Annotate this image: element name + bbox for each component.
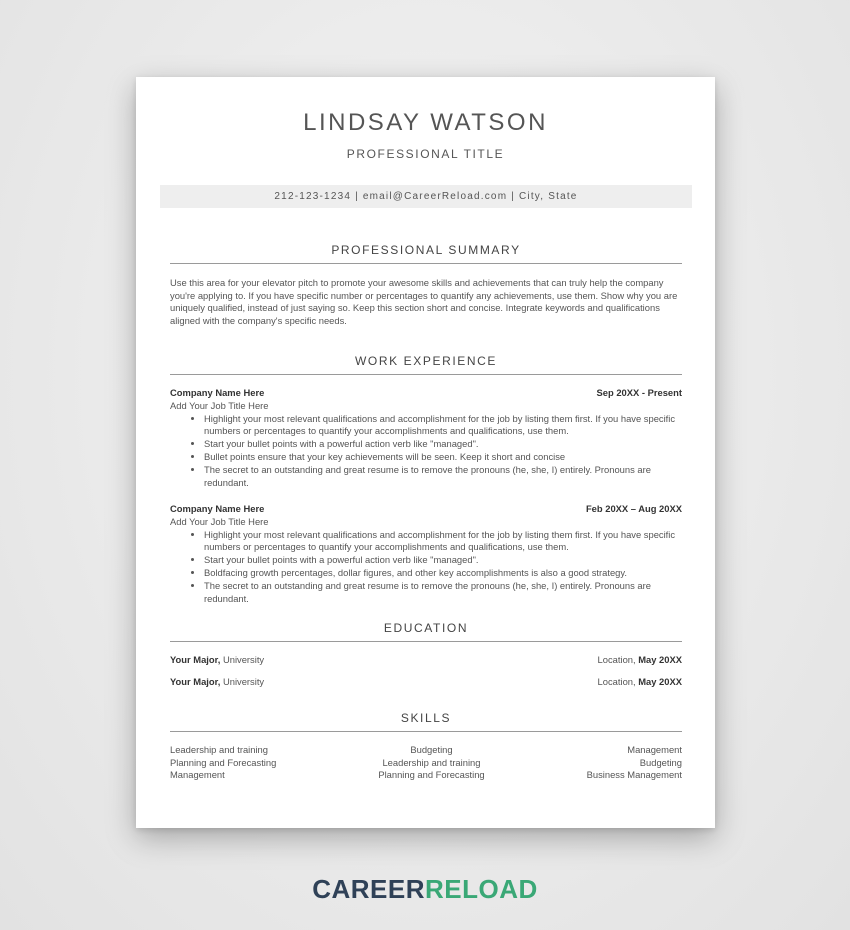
job-bullet: • The secret to an outstanding and great resume is to remove the pronouns (he, she, I) entirely. Pronouns are redundant.: [204, 580, 682, 606]
education-location: Location,: [597, 676, 636, 687]
job-entry: [170, 387, 682, 489]
education-entry: [170, 654, 682, 665]
job-bullet: • Start your bullet points with a powerful action verb like "managed".: [204, 438, 682, 451]
education-school: University: [222, 654, 265, 665]
skills-column: [170, 744, 276, 782]
job-bullets: [170, 413, 682, 490]
skills-grid: [170, 744, 682, 782]
education-major: Your Major,: [170, 654, 221, 665]
job-dates: Sep 20XX - Present: [596, 387, 682, 398]
job-bullet: • Highlight your most relevant qualifications and accomplishment for the job by listing them first. If you have specific numbers or percentages to quantify your accomplishments and qualifications, use them.: [204, 529, 682, 555]
resume-page: [136, 77, 715, 828]
job-title: Add Your Job Title Here: [170, 399, 269, 411]
job-bullet: • The secret to an outstanding and great resume is to remove the pronouns (he, she, I) entirely. Pronouns are redundant.: [204, 464, 682, 490]
skills-column: [378, 744, 484, 782]
summary-heading: PROFESSIONAL SUMMARY: [170, 243, 682, 264]
job-bullet: • Start your bullet points with a powerful action verb like "managed".: [204, 554, 682, 567]
skill-item: Planning and Forecasting: [378, 769, 485, 781]
education-school: University: [222, 676, 265, 687]
skill-item: Budgeting: [639, 756, 682, 768]
education-date: May 20XX: [638, 654, 682, 665]
skill-item: Business Management: [586, 769, 682, 781]
brand-logo: [0, 874, 850, 905]
education-major: Your Major,: [170, 676, 221, 687]
skill-item: Planning and Forecasting: [170, 756, 277, 768]
skill-item: Management: [627, 744, 682, 755]
education-entry: [170, 676, 682, 687]
resume-name: LINDSAY WATSON: [303, 109, 548, 136]
brand-part-reload: RELOAD: [425, 874, 538, 904]
skills-heading: SKILLS: [170, 711, 682, 732]
skill-item: Leadership and training: [170, 744, 268, 755]
contact-bar: 212-123-1234 | email@CareerReload.com | City, State: [160, 185, 692, 208]
education-location: Location,: [597, 654, 636, 665]
job-dates: Feb 20XX – Aug 20XX: [585, 503, 682, 514]
job-bullets: [170, 529, 682, 606]
skill-item: Budgeting: [410, 744, 453, 755]
skill-item: Leadership and training: [382, 756, 481, 768]
professional-title: PROFESSIONAL TITLE: [346, 147, 505, 161]
job-entry: [170, 503, 682, 605]
job-bullet: • Highlight your most relevant qualifications and accomplishment for the job by listing them first. If you have specific numbers or percentages to quantify your accomplishments and qualifications, use them.: [204, 413, 682, 439]
brand-part-career: CAREER: [312, 874, 425, 904]
job-company: Company Name Here: [170, 503, 265, 514]
education-heading: EDUCATION: [170, 621, 682, 642]
job-title: Add Your Job Title Here: [170, 515, 269, 527]
job-bullet: • Bullet points ensure that your key achievements will be seen. Keep it short and concise: [204, 451, 682, 464]
job-company: Company Name Here: [170, 387, 265, 398]
education-date: May 20XX: [638, 676, 682, 687]
skill-item: Management: [170, 769, 225, 781]
job-bullet: • Boldfacing growth percentages, dollar figures, and other key accomplishments is also a good strategy.: [204, 567, 682, 580]
summary-text: Use this area for your elevator pitch to promote your awesome skills and achievements that can truly help the company you're applying to. If you have specific number or percentages to quantify any achievements, use them. Show why you are uniquely qualified, instead of just saying so. Keep this section short and concise. Integrate keywords and qualifications aligned with the company's specific needs.: [170, 277, 678, 326]
skills-column: [587, 744, 682, 782]
experience-heading: WORK EXPERIENCE: [170, 354, 682, 375]
